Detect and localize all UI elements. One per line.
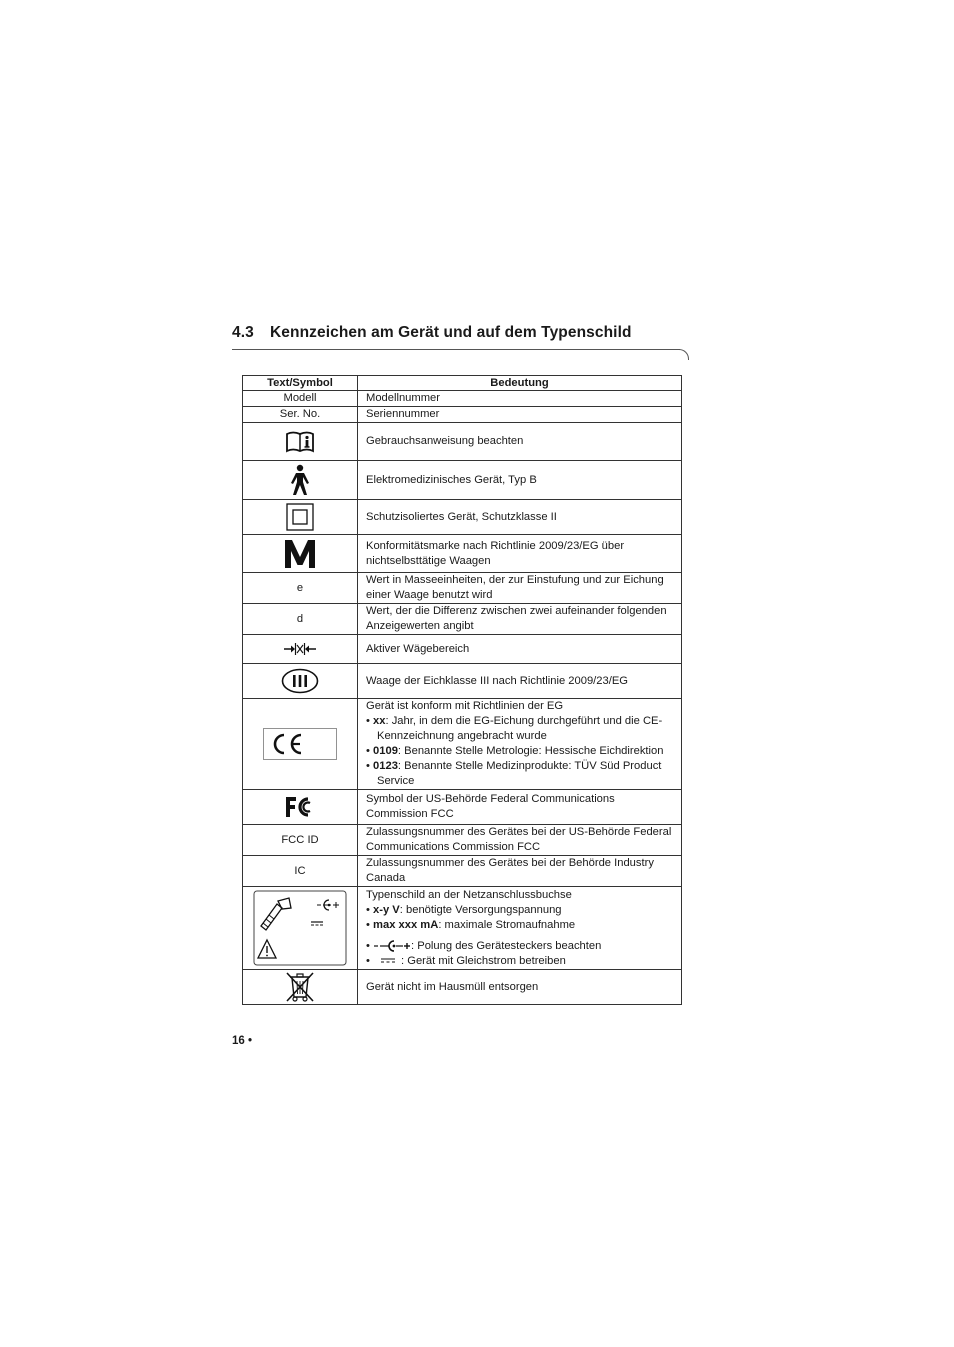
symbol-cell [243,423,358,461]
heading-rule [232,349,680,350]
table-header-row [243,376,682,391]
table-row [243,970,682,1005]
meaning-cell: Wert in Masseeinheiten, der zur Einstufung und zur Eichung einer Waage benutzt wird [358,573,682,604]
meaning-cell: Aktiver Wägebereich [358,635,682,664]
table-row [243,856,682,887]
metrology-m-icon [284,539,316,569]
symbol-cell [243,500,358,535]
table-row [243,573,682,604]
symbol-cell: e [243,573,358,604]
symbol-cell: FCC ID [243,825,358,856]
meaning-cell: Waage der Eichklasse III nach Richtlinie 2009/23/EG [358,664,682,699]
meaning-cell [358,699,682,790]
table-row [243,664,682,699]
type-b-person-icon [288,464,312,496]
socket-bullet-current: • max xxx mA: maximale Stromaufnahme [366,918,576,931]
socket-bullet-polarity: • : Polung des Gerätesteckers beachten [366,939,602,952]
symbol-cell: d [243,604,358,635]
power-socket-label-icon [253,890,347,966]
table-row [243,604,682,635]
table-row [243,825,682,856]
ce-mark-icon [263,728,337,760]
manual-book-icon [285,431,315,453]
table-row [243,699,682,790]
meaning-cell: Wert, der die Differenz zwischen zwei aufeinander folgenden Anzeigewerten angibt [358,604,682,635]
section-number: 4.3 [232,324,254,341]
symbol-cell [243,635,358,664]
symbol-cell [243,790,358,825]
meaning-cell: Konformitätsmarke nach Richtlinie 2009/23/EG über nichtselbsttätige Waagen [358,535,682,573]
table-row [243,391,682,407]
ce-bullet-xx: • xx: Jahr, in dem die EG-Eichung durchgeführt und die CE-Kennzeichnung angebracht wurde [366,715,663,742]
dc-current-icon [379,957,397,965]
section-title: Kennzeichen am Gerät und auf dem Typenschild [270,324,632,341]
table-row [243,887,682,970]
weee-bin-icon [285,971,315,1003]
meaning-cell: Modellnummer [358,391,682,407]
socket-bullet-voltage: • x-y V: benötigte Versorgungspannung [366,903,562,916]
table-row [243,535,682,573]
double-insulation-icon [286,503,314,531]
class-iii-oval-icon [281,668,319,694]
meaning-cell: Gebrauchsanweisung beachten [358,423,682,461]
symbol-cell [243,461,358,500]
table-row [243,423,682,461]
meaning-cell: Elektromedizinisches Gerät, Typ B [358,461,682,500]
symbol-cell [243,887,358,970]
table-row [243,500,682,535]
table-row [243,461,682,500]
header-text-symbol: Text/Symbol [243,376,358,391]
meaning-cell: Zulassungsnummer des Gerätes bei der Behörde Industry Canada [358,856,682,887]
symbol-cell: Ser. No. [243,407,358,423]
meaning-cell: Schutzisoliertes Gerät, Schutzklasse II [358,500,682,535]
section-heading [232,324,632,342]
meaning-cell: Zulassungsnummer des Gerätes bei der US-Behörde Federal Communications Commission FCC [358,825,682,856]
meaning-cell: Seriennummer [358,407,682,423]
symbol-table [242,375,682,1005]
ce-bullet-0109: • 0109: Benannte Stelle Metrologie: Hessische Eichdirektion [366,745,664,757]
heading-rule-corner [674,349,689,360]
header-bedeutung: Bedeutung [358,376,682,391]
weighing-range-icon [283,642,317,656]
socket-bullet-dc: • : Gerät mit Gleichstrom betreiben [366,954,566,967]
socket-label-intro: Typenschild an der Netzanschlussbuchse [366,888,572,901]
polarity-icon [373,940,411,952]
symbol-cell: Modell [243,391,358,407]
symbol-cell [243,970,358,1005]
ce-intro: Gerät ist konform mit Richtlinien der EG [366,700,564,712]
symbol-cell [243,699,358,790]
table-row [243,790,682,825]
table-row [243,635,682,664]
symbol-cell [243,535,358,573]
page-number: 16 • [232,1035,253,1047]
ce-bullet-0123: • 0123: Benannte Stelle Medizinprodukte: TÜV Süd Product Service [366,760,662,787]
symbol-cell: IC [243,856,358,887]
symbol-cell [243,664,358,699]
meaning-cell: Gerät nicht im Hausmüll entsorgen [358,970,682,1005]
fcc-logo-icon [284,795,316,819]
table-row [243,407,682,423]
meaning-cell: Symbol der US-Behörde Federal Communications Commission FCC [358,790,682,825]
meaning-cell [358,887,682,970]
